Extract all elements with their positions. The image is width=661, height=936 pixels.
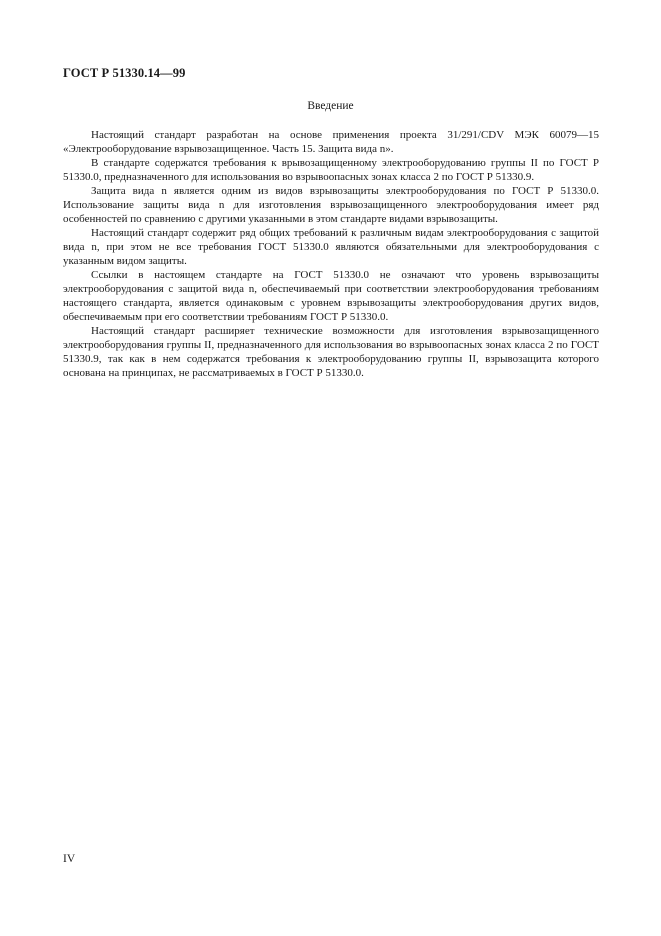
page-number: IV [63, 853, 76, 865]
paragraph-scope: В стандарте содержатся требования к врывозащищенному электрооборудованию группы II по ГОСТ Р 51330.0, предназначенного для использования во взрывоопасных зонах класса 2 по ГОСТ Р 51330.9. [63, 157, 599, 183]
paragraph-protection-type: Защита вида n является одним из видов взрывозащиты электрооборудования по ГОСТ Р 51330.0. Использование защиты вида n для изготовления взрывозащищенного электрооборудования имеет ряд особенностей по сравнению с другими указанными в этом стандарте видами взрывозащиты. [63, 185, 599, 225]
section-title: Введение [307, 100, 354, 112]
document-code-header: ГОСТ Р 51330.14—99 [63, 66, 186, 80]
paragraph-capabilities: Настоящий стандарт расширяет технические возможности для изготовления взрывозащищенного электрооборудования группы II, предназначенного для использования во взрывоопасных зонах класса 2 по ГОСТ 51330.9, так как в нем содержатся требования к электрооборудованию группы II, взрывозащита которого основана на принципах, не рассматриваемых в ГОСТ Р 51330.0. [63, 325, 599, 379]
body-text [63, 128, 599, 380]
paragraph-general-requirements: Настоящий стандарт содержит ряд общих требований к различным видам электрооборудования с защитой вида n, при этом не все требования ГОСТ 51330.0 являются обязательными для электрооборудования с указанным видом защиты. [63, 227, 599, 267]
paragraph-references: Ссылки в настоящем стандарте на ГОСТ 51330.0 не означают что уровень взрывозащиты электрооборудования с защитой вида n, обеспечиваемый при соответствии электрооборудования требованиям настоящего стандарта, является одинаковым с уровнем взрывозащиты электрооборудования других видов, обеспечиваемым при его соответствии требованиям ГОСТ Р 51330.0. [63, 269, 599, 323]
paragraph-basis: Настоящий стандарт разработан на основе применения проекта 31/291/CDV МЭК 60079—15 «Электрооборудование взрывозащищенное. Часть 15. Защита вида n». [63, 129, 599, 155]
